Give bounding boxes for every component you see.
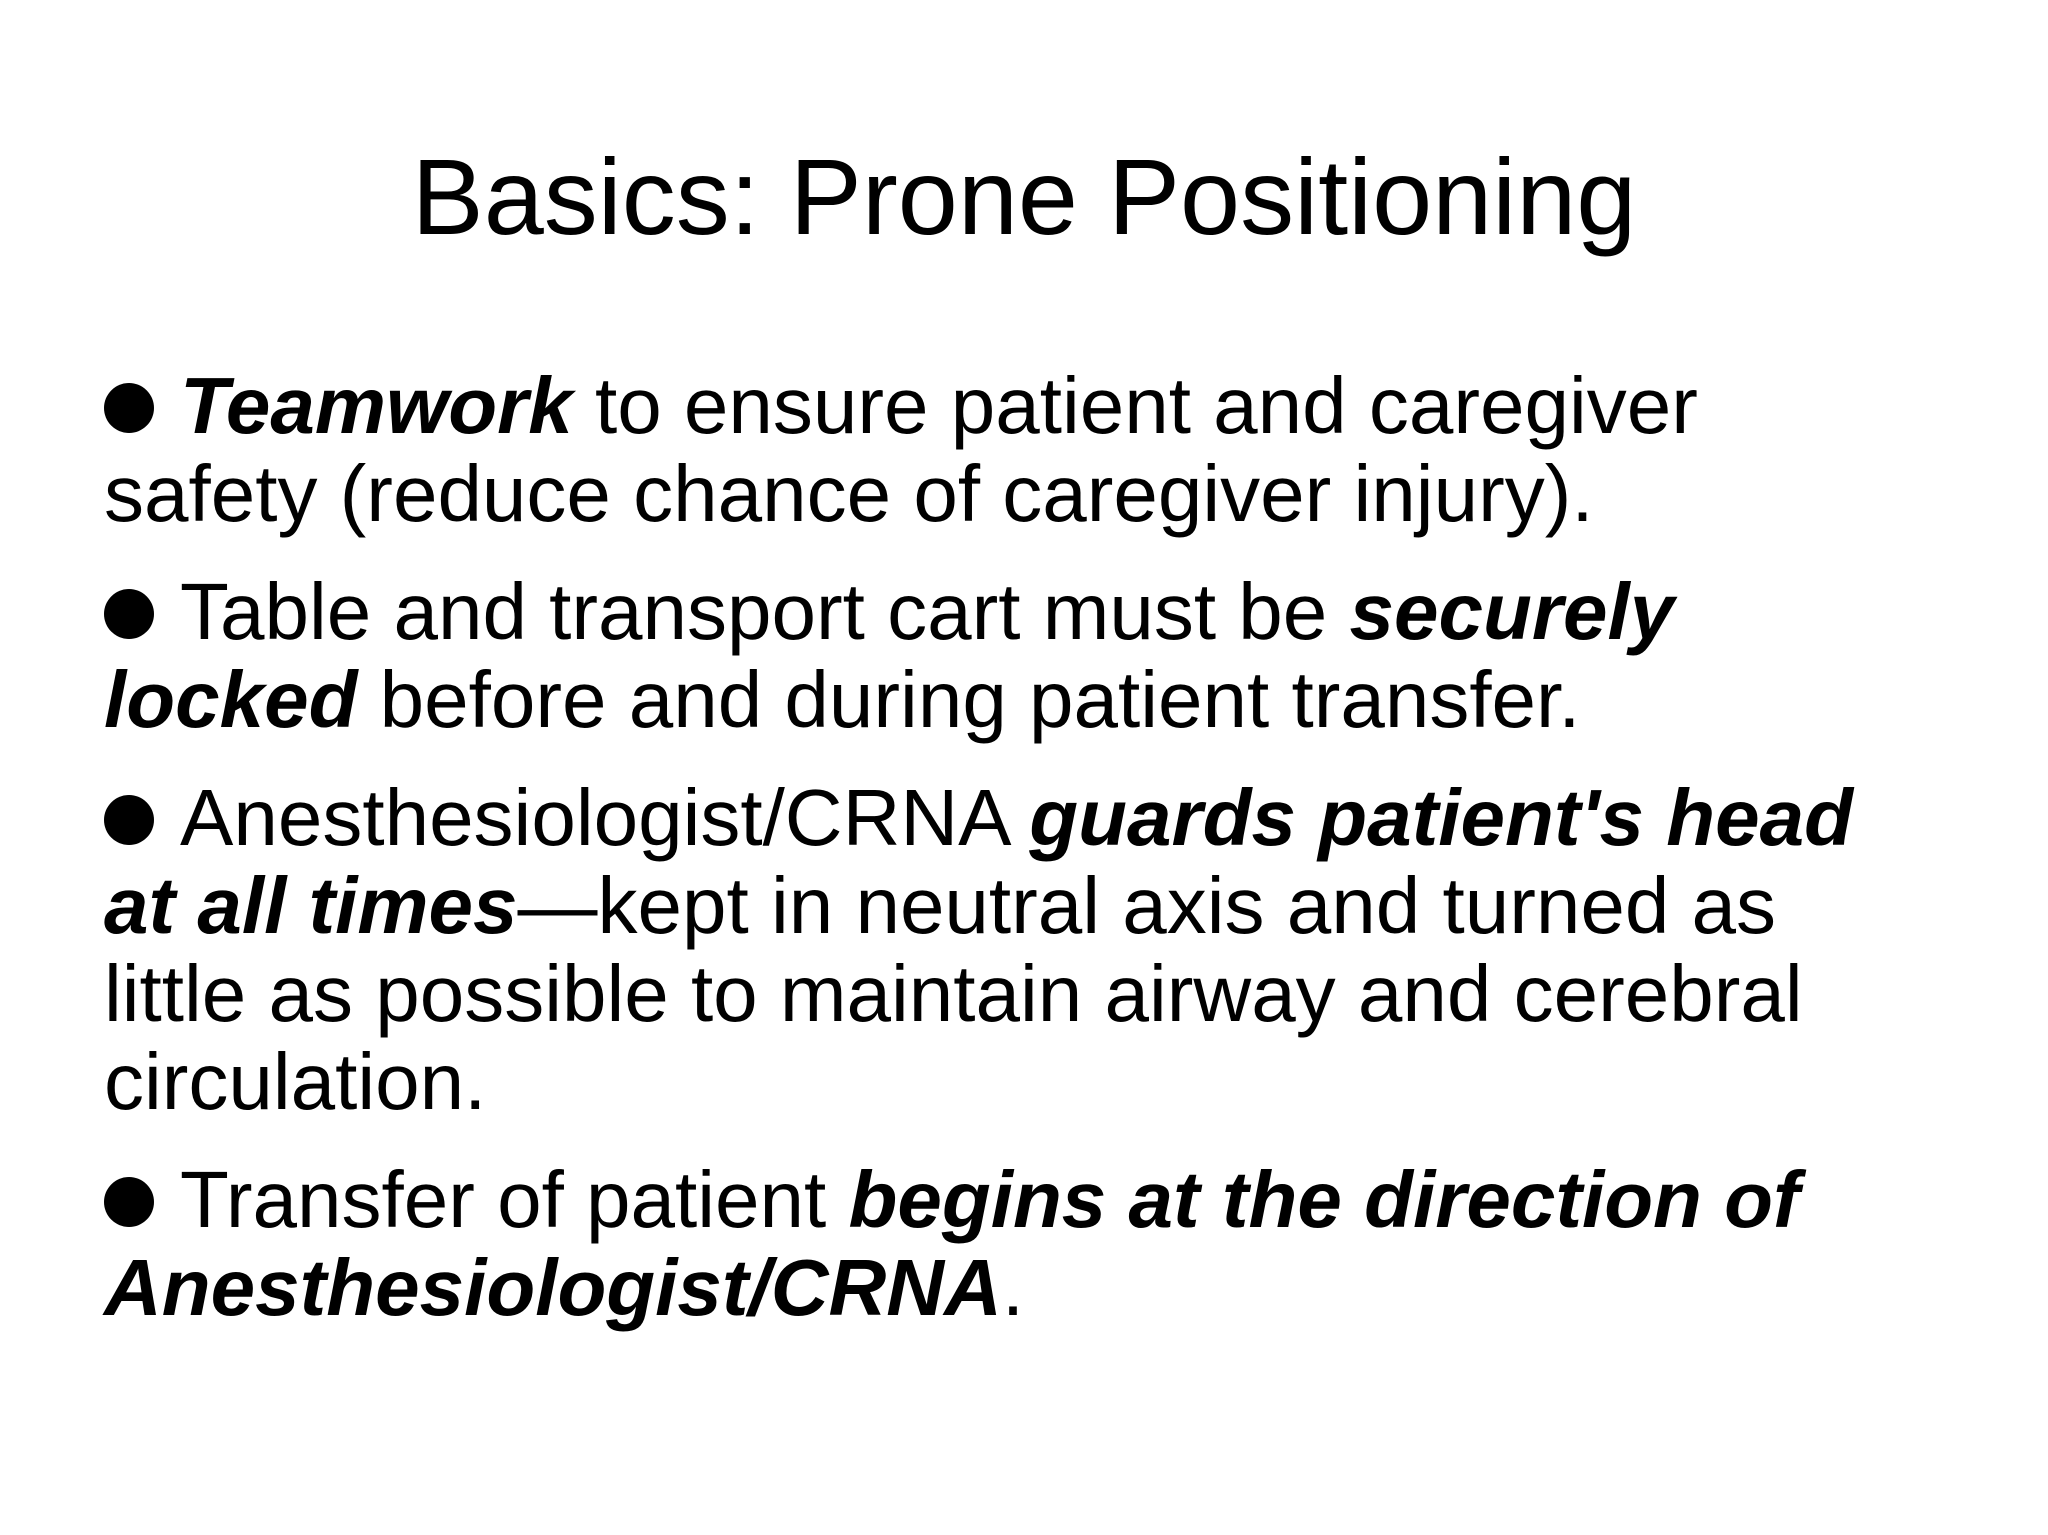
bullet-text: before and during patient transfer. <box>357 655 1581 744</box>
bullet-text: . <box>1001 1243 1025 1332</box>
bullet-item-transfer-direction <box>104 1156 2004 1332</box>
bullet-item-guards-head <box>104 774 2004 1126</box>
bullet-icon <box>104 1156 180 1244</box>
bullet-icon <box>104 568 180 656</box>
bullet-text: to ensure patient and caregiver <box>572 361 1698 450</box>
bullet-text: Table and transport cart must be <box>180 567 1350 656</box>
bullet-list <box>104 362 2004 1362</box>
bullet-text: circulation. <box>104 1037 487 1126</box>
slide-title: Basics: Prone Positioning <box>411 136 1637 257</box>
bullet-item-table-locked <box>104 568 2004 744</box>
bullet-text: safety (reduce chance of caregiver injury). <box>104 449 1594 538</box>
bullet-item-teamwork <box>104 362 2004 538</box>
bullet-text: Anesthesiologist/CRNA <box>180 773 1030 862</box>
bullet-icon <box>104 774 180 862</box>
bullet-emphasis: Anesthesiologist/CRNA <box>104 1243 1002 1332</box>
bullet-emphasis: locked <box>104 655 358 744</box>
bullet-text: Transfer of patient <box>180 1155 849 1244</box>
bullet-emphasis: begins at the direction of <box>848 1155 1800 1244</box>
bullet-emphasis: guards patient's head <box>1029 773 1853 862</box>
bullet-emphasis: Teamwork <box>180 361 573 450</box>
bullet-text: little as possible to maintain airway and cerebral <box>104 949 1803 1038</box>
bullet-emphasis: at all times <box>104 861 518 950</box>
bullet-emphasis: securely <box>1349 567 1675 656</box>
bullet-icon <box>104 362 180 450</box>
bullet-text: —kept in neutral axis and turned as <box>517 861 1777 950</box>
